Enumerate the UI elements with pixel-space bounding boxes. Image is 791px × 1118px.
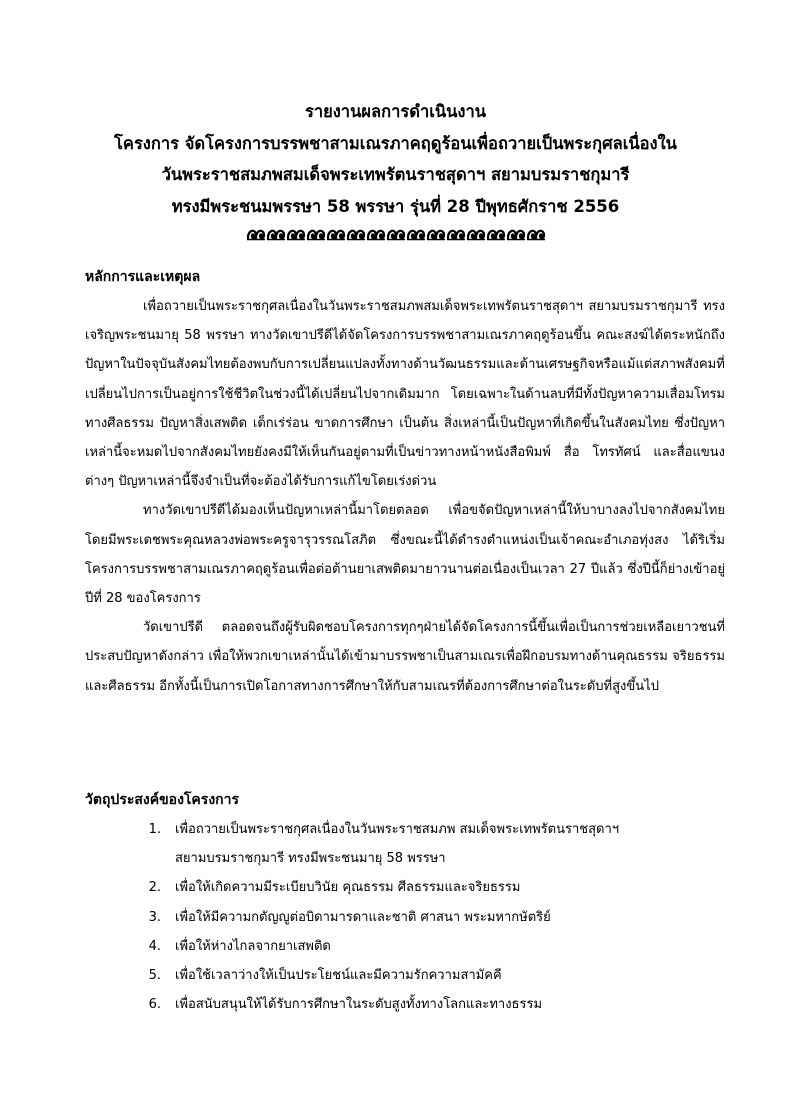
title-line-4: ทรงมีพระชนมพรรษา 58 พรรษา รุ่นที่ 28 ปีพุทธศักราช 2556 xyxy=(171,196,620,216)
objective-item xyxy=(85,903,725,932)
principles-paragraph-3 xyxy=(85,613,725,701)
title-line-2: โครงการ จัดโครงการบรรพชาสามเณรภาคฤดูร้อนเพื่อถวายเป็นพระกุศลเนื่องใน xyxy=(114,133,677,153)
objective-number: 1. xyxy=(148,822,161,837)
objectives-list xyxy=(85,815,725,1019)
principles-paragraph-1 xyxy=(85,292,725,496)
objective-text xyxy=(175,815,725,873)
principles-section xyxy=(85,262,725,701)
objective-text: เพื่อสนับสนุนให้ได้รับการศึกษาในระดับสูงทั้งทางโลกและทางธรรม xyxy=(175,997,543,1013)
objective-item xyxy=(85,815,725,873)
objective-number: 6. xyxy=(148,997,161,1013)
objective-number: 4. xyxy=(148,938,161,954)
document-title xyxy=(60,96,731,245)
objective-text: เพื่อให้ห่างไกลจากยาเสพติด xyxy=(175,938,331,954)
principles-paragraph-2 xyxy=(85,496,725,613)
objective-item xyxy=(85,932,725,961)
ornamental-divider xyxy=(60,223,731,245)
objective-number: 3. xyxy=(148,909,161,925)
ornament-border-icon xyxy=(246,226,546,242)
objective-item xyxy=(85,990,725,1019)
principles-paragraph-1-text: เพื่อถวายเป็นพระราชกุศลเนื่องในวันพระราชสมภพสมเด็จพระเทพรัตนราชสุดาฯ สยามบรมราชกุมารี ทรงเจริญพระชนมายุ 58 พรรษา ทางวัดเขาปรีดีได้จัดโครงการบรรพชาสามเณรภาคฤดูร้อนขึ้น คณะสงฆ์ได้ตระหนักถึงปัญหาในปัจจุบันสังคมไทยต้องพบกับการเปลี่ยนแปลงทั้งทางด้านวัฒนธรรมและด้านเศรษฐกิจหรือแม้แต่สภาพสังคมที่เปลี่ยนไปการเป็นอยู่การใช้ชีวิตในช่วงนี้ได้เปลี่ยนไปจากเดิมมาก โดยเฉพาะในด้านลบที่มีทั้งปัญหาความเสื่อมโทรมทางศีลธรรม ปัญหาสิ่งเสพติด เด็กเร่ร่อน ขาดการศึกษา เป็นต้น สิ่งเหล่านี้เป็นปัญหาที่เกิดขึ้นในสังคมไทย ซึ่งปัญหาเหล่านี้จะหมดไปจากสังคมไทยยังคงมีให้เห็นกันอยู่ตามที่เป็นข่าวทางหน้าหนังสือพิมพ์ สื่อ โทรทัศน์ และสื่อแขนงต่างๆ ปัญหาเหล่านี้จึงจำเป็นที่จะต้องได้รับการแก้ไขโดยเร่งด่วน xyxy=(85,299,725,490)
objective-number: 5. xyxy=(148,968,161,984)
title-line-3: วันพระราชสมภพสมเด็จพระเทพรัตนราชสุดาฯ สยามบรมราชกุมารี xyxy=(161,165,630,184)
principles-heading: หลักการและเหตุผล xyxy=(85,269,201,285)
objective-text-line: เพื่อถวายเป็นพระราชกุศลเนื่องในวันพระราชสมภพ สมเด็จพระเทพรัตนราชสุดาฯ xyxy=(175,822,620,837)
objective-number: 2. xyxy=(148,880,161,896)
objective-item xyxy=(85,961,725,990)
objectives-section xyxy=(85,785,725,1019)
title-line-1: รายงานผลการดำเนินงาน xyxy=(304,102,487,121)
principles-paragraph-3-text: วัดเขาปรีดี ตลอดจนถึงผู้รับผิดชอบโครงการทุกๆฝ่ายได้จัดโครงการนี้ขึ้นเพื่อเป็นการช่วยเหลือเยาวชนที่ประสบปัญหาดังกล่าว เพื่อให้พวกเขาเหล่านั้นได้เข้ามาบรรพชาเป็นสามเณรเพื่อฝึกอบรมทางด้านคุณธรรม จริยธรรม และศีลธรรม อีกทั้งนี้เป็นการเปิดโอกาสทางการศึกษาให้กับสามเณรที่ต้องการศึกษาต่อในระดับที่สูงขึ้นไป xyxy=(85,620,725,694)
principles-paragraph-2-text: ทางวัดเขาปรีดีได้มองเห็นปัญหาเหล่านี้มาโดยตลอด เพื่อขจัดปัญหาเหล่านี้ให้บาบางลงไปจากสังคมไทย โดยมีพระเดชพระคุณหลวงพ่อพระครูจารุวรรณโสภิต ซึ่งขณะนี้ได้ดำรงตำแหน่งเป็นเจ้าคณะอำเภอทุ่งสง ได้ริเริ่มโครงการบรรพชาสามเณรภาคฤดูร้อนเพื่อต่อต้านยาเสพติดมายาวนานต่อเนื่องเป็นเวลา 27 ปีแล้ว ซึ่งปีนี้ก็ย่างเข้าอยู่ปีที่ 28 ของโครงการ xyxy=(85,503,725,607)
objective-item xyxy=(85,873,725,902)
objectives-heading: วัตถุประสงค์ของโครงการ xyxy=(85,792,240,808)
objective-text-line: สยามบรมราชกุมารี ทรงมีพระชนมายุ 58 พรรษา xyxy=(175,851,446,867)
objective-text: เพื่อให้เกิดความมีระเบียบวินัย คุณธรรม ศีลธรรมและจริยธรรม xyxy=(175,880,521,896)
objective-text: เพื่อใช้เวลาว่างให้เป็นประโยชน์และมีความรักความสามัคคี xyxy=(175,968,502,984)
objective-text: เพื่อให้มีความกตัญญูต่อบิดามารดาและชาติ ศาสนา พระมหากษัตริย์ xyxy=(175,909,551,925)
